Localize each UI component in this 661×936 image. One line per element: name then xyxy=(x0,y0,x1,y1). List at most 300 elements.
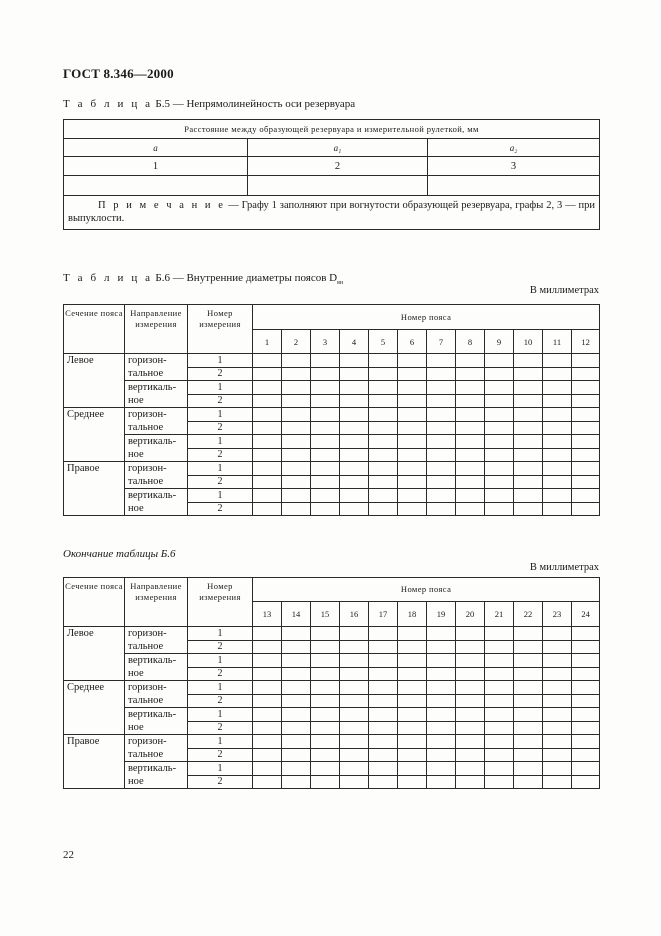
value-cell xyxy=(514,381,543,395)
value-cell xyxy=(282,381,311,395)
direction-cell xyxy=(125,489,188,516)
value-cell xyxy=(456,735,485,749)
measurement-number: 2 xyxy=(188,667,253,681)
value-cell xyxy=(543,502,572,516)
value-cell xyxy=(369,408,398,422)
measurement-number: 1 xyxy=(188,354,253,368)
table-b6-end-col-section: Сечение пояса xyxy=(64,578,125,627)
belt-number: 12 xyxy=(572,330,600,354)
direction-label-line1: горизон- xyxy=(128,682,167,693)
table-row xyxy=(64,681,600,695)
value-cell xyxy=(456,421,485,435)
value-cell xyxy=(427,489,456,503)
value-cell xyxy=(572,640,600,654)
value-cell xyxy=(398,654,427,668)
value-cell xyxy=(311,502,340,516)
value-cell xyxy=(282,354,311,368)
value-cell xyxy=(369,475,398,489)
value-cell xyxy=(456,681,485,695)
value-cell xyxy=(572,681,600,695)
value-cell xyxy=(369,448,398,462)
value-cell xyxy=(282,408,311,422)
value-cell xyxy=(543,667,572,681)
value-cell xyxy=(369,462,398,476)
value-cell xyxy=(456,762,485,776)
value-cell xyxy=(340,721,369,735)
table-b6-body xyxy=(64,354,600,516)
direction-cell xyxy=(125,654,188,681)
value-cell xyxy=(340,475,369,489)
measurement-number: 1 xyxy=(188,435,253,449)
value-cell xyxy=(282,708,311,722)
direction-cell xyxy=(125,627,188,654)
value-cell xyxy=(311,640,340,654)
value-cell xyxy=(311,708,340,722)
value-cell xyxy=(572,448,600,462)
value-cell xyxy=(572,489,600,503)
value-cell xyxy=(456,654,485,668)
value-cell xyxy=(456,489,485,503)
value-cell xyxy=(427,681,456,695)
direction-cell xyxy=(125,408,188,435)
value-cell xyxy=(543,462,572,476)
direction-cell xyxy=(125,681,188,708)
value-cell xyxy=(572,475,600,489)
value-cell xyxy=(514,694,543,708)
measurement-number: 1 xyxy=(188,381,253,395)
measurement-number: 2 xyxy=(188,421,253,435)
measurement-number: 2 xyxy=(188,367,253,381)
value-cell xyxy=(311,421,340,435)
value-cell xyxy=(369,762,398,776)
value-cell xyxy=(485,762,514,776)
belt-number: 7 xyxy=(427,330,456,354)
value-cell xyxy=(398,354,427,368)
value-cell xyxy=(456,721,485,735)
value-cell xyxy=(485,640,514,654)
value-cell xyxy=(514,435,543,449)
value-cell xyxy=(427,475,456,489)
value-cell xyxy=(427,354,456,368)
value-cell xyxy=(543,408,572,422)
value-cell xyxy=(340,502,369,516)
value-cell xyxy=(369,627,398,641)
value-cell xyxy=(340,708,369,722)
table-row xyxy=(64,354,600,368)
value-cell xyxy=(572,775,600,789)
direction-label-line1: вертикаль- xyxy=(128,490,177,501)
table-b5-empty-cell xyxy=(428,176,600,196)
value-cell xyxy=(514,654,543,668)
table-b5-empty-cell xyxy=(248,176,428,196)
value-cell xyxy=(543,475,572,489)
value-cell xyxy=(253,762,282,776)
direction-label-line2: ное xyxy=(128,776,144,787)
belt-number: 20 xyxy=(456,602,485,627)
table-row xyxy=(64,435,600,449)
value-cell xyxy=(514,475,543,489)
value-cell xyxy=(311,435,340,449)
value-cell xyxy=(282,367,311,381)
value-cell xyxy=(485,627,514,641)
value-cell xyxy=(282,462,311,476)
value-cell xyxy=(514,354,543,368)
value-cell xyxy=(311,748,340,762)
value-cell xyxy=(543,681,572,695)
value-cell xyxy=(311,448,340,462)
value-cell xyxy=(369,421,398,435)
table-b6-end-body xyxy=(64,627,600,789)
value-cell xyxy=(427,381,456,395)
direction-label-line2: тальное xyxy=(128,422,164,433)
value-cell xyxy=(485,354,514,368)
value-cell xyxy=(456,475,485,489)
value-cell xyxy=(398,367,427,381)
value-cell xyxy=(340,367,369,381)
belt-number: 10 xyxy=(514,330,543,354)
value-cell xyxy=(340,640,369,654)
table-b6-end-col-belt-no: Номер пояса xyxy=(253,578,600,602)
table-b5-colnum-2: 2 xyxy=(248,157,428,176)
value-cell xyxy=(340,354,369,368)
value-cell xyxy=(340,654,369,668)
value-cell xyxy=(282,735,311,749)
value-cell xyxy=(340,489,369,503)
value-cell xyxy=(572,381,600,395)
table-b5-caption-label: Т а б л и ц а xyxy=(63,98,153,110)
value-cell xyxy=(485,421,514,435)
value-cell xyxy=(398,775,427,789)
value-cell xyxy=(253,489,282,503)
value-cell xyxy=(398,448,427,462)
direction-label-line2: ное xyxy=(128,449,144,460)
value-cell xyxy=(514,489,543,503)
value-cell xyxy=(427,775,456,789)
value-cell xyxy=(253,735,282,749)
table-b6-col-direction: Направление измерения xyxy=(125,305,188,354)
direction-cell xyxy=(125,354,188,381)
direction-label-line1: горизон- xyxy=(128,628,167,639)
value-cell xyxy=(369,667,398,681)
table-b6-end-col-direction: Направление измерения xyxy=(125,578,188,627)
measurement-number: 2 xyxy=(188,694,253,708)
value-cell xyxy=(456,354,485,368)
value-cell xyxy=(253,421,282,435)
value-cell xyxy=(369,775,398,789)
value-cell xyxy=(398,462,427,476)
page-number: 22 xyxy=(63,849,74,861)
value-cell xyxy=(514,681,543,695)
value-cell xyxy=(340,448,369,462)
value-cell xyxy=(427,627,456,641)
value-cell xyxy=(572,435,600,449)
belt-number: 5 xyxy=(369,330,398,354)
value-cell xyxy=(485,367,514,381)
value-cell xyxy=(427,654,456,668)
value-cell xyxy=(282,435,311,449)
value-cell xyxy=(282,640,311,654)
measurement-number: 1 xyxy=(188,489,253,503)
value-cell xyxy=(282,627,311,641)
direction-label-line2: ное xyxy=(128,503,144,514)
value-cell xyxy=(456,640,485,654)
value-cell xyxy=(514,367,543,381)
direction-label-line2: тальное xyxy=(128,368,164,379)
table-b6-end-caption: Окончание таблицы Б.6 xyxy=(63,548,176,560)
direction-label-line1: горизон- xyxy=(128,409,167,420)
value-cell xyxy=(543,721,572,735)
belt-number: 16 xyxy=(340,602,369,627)
document-code: ГОСТ 8.346—2000 xyxy=(63,66,174,81)
section-name: Правое xyxy=(64,462,125,516)
section-name: Правое xyxy=(64,735,125,789)
value-cell xyxy=(427,435,456,449)
value-cell xyxy=(340,462,369,476)
measurement-number: 2 xyxy=(188,502,253,516)
belt-number: 1 xyxy=(253,330,282,354)
value-cell xyxy=(514,408,543,422)
value-cell xyxy=(253,640,282,654)
table-b6-caption xyxy=(63,272,343,286)
value-cell xyxy=(456,381,485,395)
value-cell xyxy=(369,367,398,381)
value-cell xyxy=(514,708,543,722)
value-cell xyxy=(398,394,427,408)
value-cell xyxy=(369,721,398,735)
direction-label-line2: ное xyxy=(128,722,144,733)
value-cell xyxy=(253,681,282,695)
value-cell xyxy=(456,775,485,789)
value-cell xyxy=(253,381,282,395)
value-cell xyxy=(398,381,427,395)
measurement-number: 2 xyxy=(188,448,253,462)
value-cell xyxy=(427,408,456,422)
value-cell xyxy=(253,748,282,762)
table-b6-caption-label: Т а б л и ц а xyxy=(63,272,153,284)
table-row xyxy=(64,408,600,422)
belt-number: 19 xyxy=(427,602,456,627)
direction-label-line2: тальное xyxy=(128,641,164,652)
belt-number: 13 xyxy=(253,602,282,627)
belt-number: 17 xyxy=(369,602,398,627)
value-cell xyxy=(311,408,340,422)
table-b5-caption xyxy=(63,98,355,110)
value-cell xyxy=(427,462,456,476)
value-cell xyxy=(311,762,340,776)
value-cell xyxy=(369,654,398,668)
measurement-number: 1 xyxy=(188,654,253,668)
measurement-number: 1 xyxy=(188,708,253,722)
value-cell xyxy=(282,475,311,489)
direction-cell xyxy=(125,381,188,408)
direction-cell xyxy=(125,708,188,735)
value-cell xyxy=(253,708,282,722)
value-cell xyxy=(340,694,369,708)
value-cell xyxy=(572,735,600,749)
value-cell xyxy=(253,627,282,641)
value-cell xyxy=(369,708,398,722)
value-cell xyxy=(369,489,398,503)
belt-number: 4 xyxy=(340,330,369,354)
value-cell xyxy=(543,708,572,722)
direction-cell xyxy=(125,435,188,462)
value-cell xyxy=(514,462,543,476)
value-cell xyxy=(340,394,369,408)
table-row xyxy=(64,735,600,749)
value-cell xyxy=(311,775,340,789)
value-cell xyxy=(340,435,369,449)
value-cell xyxy=(543,435,572,449)
value-cell xyxy=(311,667,340,681)
value-cell xyxy=(427,421,456,435)
value-cell xyxy=(253,462,282,476)
value-cell xyxy=(398,748,427,762)
direction-label-line2: ное xyxy=(128,668,144,679)
value-cell xyxy=(427,640,456,654)
direction-cell xyxy=(125,462,188,489)
value-cell xyxy=(427,708,456,722)
value-cell xyxy=(369,694,398,708)
measurement-number: 1 xyxy=(188,762,253,776)
direction-label-line1: вертикаль- xyxy=(128,763,177,774)
value-cell xyxy=(398,721,427,735)
value-cell xyxy=(282,748,311,762)
value-cell xyxy=(543,748,572,762)
value-cell xyxy=(253,775,282,789)
direction-label-line2: тальное xyxy=(128,476,164,487)
value-cell xyxy=(369,435,398,449)
value-cell xyxy=(340,381,369,395)
belt-number: 18 xyxy=(398,602,427,627)
value-cell xyxy=(485,502,514,516)
value-cell xyxy=(282,667,311,681)
table-row xyxy=(64,462,600,476)
table-b6-end xyxy=(63,577,600,789)
value-cell xyxy=(572,748,600,762)
measurement-number: 1 xyxy=(188,627,253,641)
value-cell xyxy=(311,381,340,395)
measurement-number: 1 xyxy=(188,462,253,476)
value-cell xyxy=(253,408,282,422)
value-cell xyxy=(369,502,398,516)
value-cell xyxy=(427,502,456,516)
table-b6 xyxy=(63,304,600,516)
value-cell xyxy=(282,654,311,668)
value-cell xyxy=(282,489,311,503)
value-cell xyxy=(485,681,514,695)
measurement-number: 2 xyxy=(188,748,253,762)
value-cell xyxy=(369,381,398,395)
value-cell xyxy=(253,667,282,681)
value-cell xyxy=(369,640,398,654)
value-cell xyxy=(572,462,600,476)
value-cell xyxy=(514,502,543,516)
value-cell xyxy=(253,435,282,449)
table-b5-caption-text: Б.5 — Непрямолинейность оси резервуара xyxy=(155,98,356,110)
value-cell xyxy=(456,667,485,681)
direction-cell xyxy=(125,762,188,789)
value-cell xyxy=(340,627,369,641)
value-cell xyxy=(456,694,485,708)
table-b6-units: В миллиметрах xyxy=(529,285,599,296)
belt-number: 6 xyxy=(398,330,427,354)
value-cell xyxy=(282,421,311,435)
value-cell xyxy=(456,708,485,722)
value-cell xyxy=(311,367,340,381)
table-b5 xyxy=(63,119,600,230)
value-cell xyxy=(543,640,572,654)
value-cell xyxy=(427,721,456,735)
value-cell xyxy=(253,354,282,368)
value-cell xyxy=(485,448,514,462)
value-cell xyxy=(485,694,514,708)
value-cell xyxy=(311,721,340,735)
value-cell xyxy=(572,421,600,435)
value-cell xyxy=(485,435,514,449)
value-cell xyxy=(485,735,514,749)
value-cell xyxy=(543,627,572,641)
value-cell xyxy=(398,475,427,489)
value-cell xyxy=(282,721,311,735)
value-cell xyxy=(543,762,572,776)
value-cell xyxy=(253,367,282,381)
table-b5-colnum-3: 3 xyxy=(428,157,600,176)
table-b6-col-measure-no: Номер измерения xyxy=(188,305,253,354)
table-b5-empty-cell xyxy=(64,176,248,196)
value-cell xyxy=(398,502,427,516)
value-cell xyxy=(398,667,427,681)
value-cell xyxy=(253,694,282,708)
table-row xyxy=(64,708,600,722)
value-cell xyxy=(427,667,456,681)
value-cell xyxy=(514,667,543,681)
section-name: Левое xyxy=(64,354,125,408)
value-cell xyxy=(514,627,543,641)
table-b5-colnum-1: 1 xyxy=(64,157,248,176)
direction-label-line1: вертикаль- xyxy=(128,709,177,720)
table-b6-end-col-measure-no: Номер измерения xyxy=(188,578,253,627)
table-row xyxy=(64,627,600,641)
value-cell xyxy=(543,489,572,503)
value-cell xyxy=(572,694,600,708)
table-b5-col-a1: a₁ xyxy=(248,139,428,157)
value-cell xyxy=(572,708,600,722)
value-cell xyxy=(456,448,485,462)
value-cell xyxy=(543,381,572,395)
belt-number: 9 xyxy=(485,330,514,354)
value-cell xyxy=(543,394,572,408)
value-cell xyxy=(398,694,427,708)
direction-label-line1: горизон- xyxy=(128,355,167,366)
table-b6-col-section: Сечение пояса xyxy=(64,305,125,354)
belt-number: 23 xyxy=(543,602,572,627)
value-cell xyxy=(427,394,456,408)
table-b5-note-label: П р и м е ч а н и е xyxy=(98,200,226,211)
value-cell xyxy=(311,354,340,368)
table-b6-caption-subscript: вн xyxy=(337,280,344,287)
belt-number: 14 xyxy=(282,602,311,627)
value-cell xyxy=(369,748,398,762)
value-cell xyxy=(485,708,514,722)
value-cell xyxy=(282,762,311,776)
belt-number: 15 xyxy=(311,602,340,627)
value-cell xyxy=(340,775,369,789)
value-cell xyxy=(456,502,485,516)
table-b5-col-a2: a₂ xyxy=(428,139,600,157)
value-cell xyxy=(485,475,514,489)
value-cell xyxy=(253,502,282,516)
value-cell xyxy=(311,462,340,476)
